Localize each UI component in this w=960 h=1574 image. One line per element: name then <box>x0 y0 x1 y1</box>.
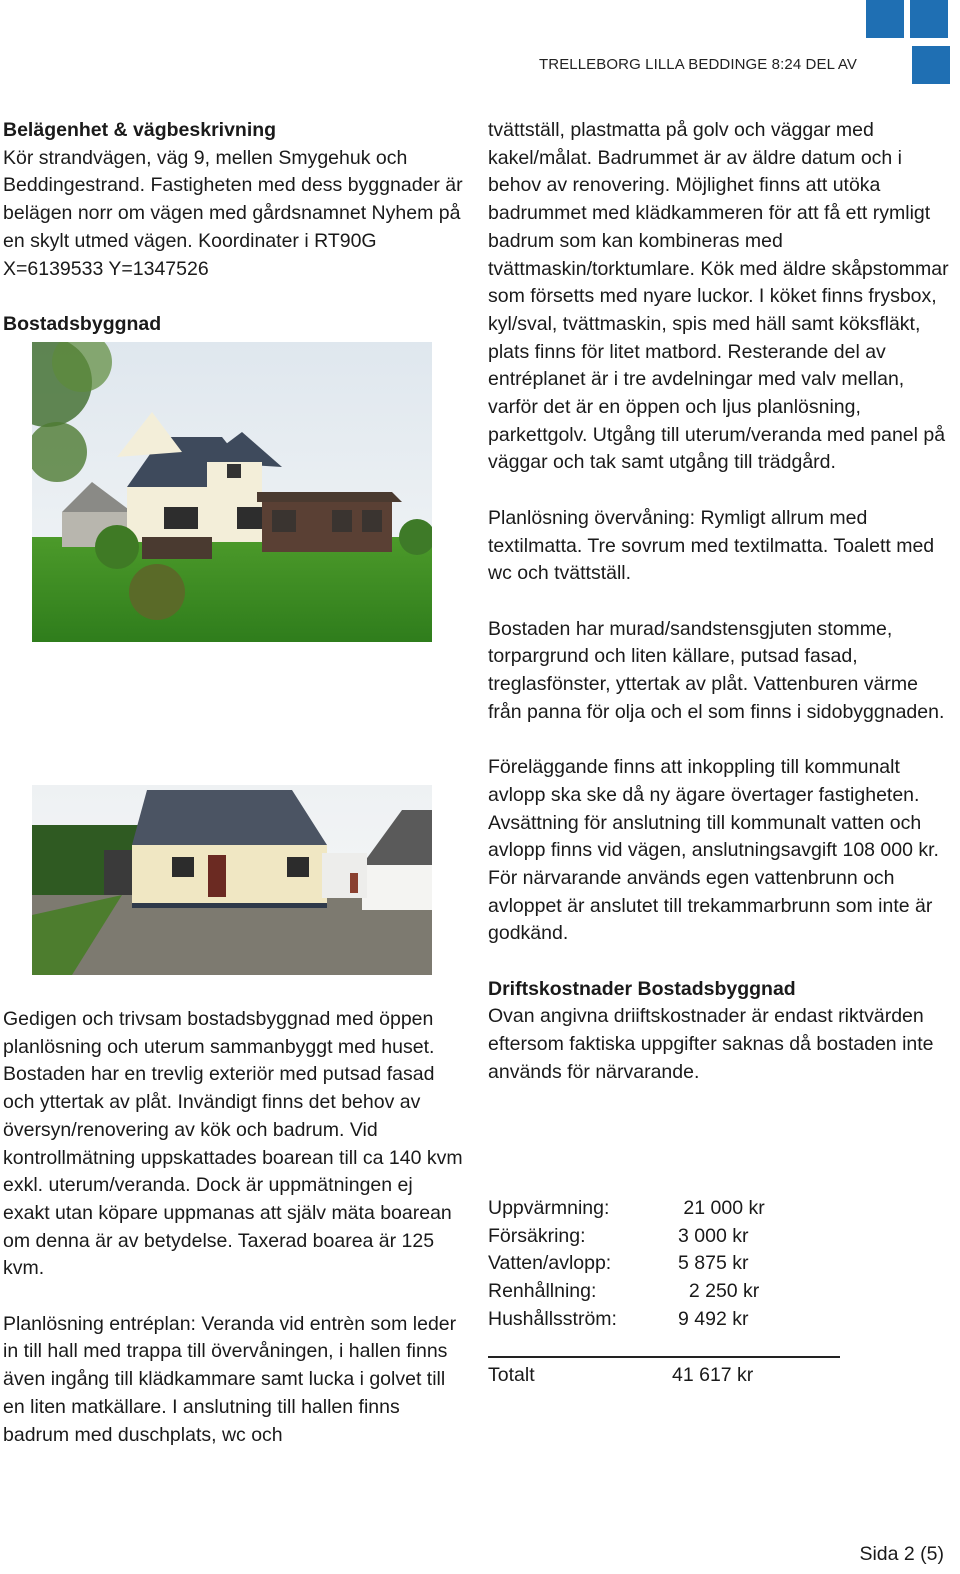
cost-row <box>488 1250 848 1278</box>
costs-intro-paragraph: Ovan angivna driiftskostnader är endast riktvärden eftersom faktiska uppgifter saknas då bostaden inte används för närvarande. <box>488 1005 934 1083</box>
total-divider <box>488 1356 840 1358</box>
cost-value: 3 000 kr <box>678 1224 749 1247</box>
cost-value: 5 875 kr <box>678 1252 749 1275</box>
location-text: Kör strandvägen, väg 9, mellen Smygehuk och Beddingestrand. Fastigheten med dess byggnader är belägen norr om vägen med gårdsnamnet Nyhem på en skylt utmed vägen. Koordinater i RT90G X=6139533 Y=1347526 <box>3 146 463 280</box>
total-value: 41 617 kr <box>672 1364 754 1386</box>
total-row <box>488 1362 848 1390</box>
description-section <box>3 1006 463 1449</box>
right-column <box>488 117 950 1087</box>
cost-value: 21 000 kr <box>678 1197 765 1219</box>
cost-row <box>488 1195 848 1223</box>
logo-squares-icon <box>864 0 952 88</box>
costs-table <box>488 1195 848 1333</box>
cost-row <box>488 1278 848 1306</box>
construction-paragraph: Bostaden har murad/sandstensgjuten stomme, torpargrund och liten källare, putsad fasad, treglasfönster, yttertak av plåt. Vattenburen värme från panna för olja och el som finns i sidobyggnaden. <box>488 617 945 723</box>
page-number: Sida 2 (5) <box>859 1543 944 1565</box>
cost-value: 2 250 kr <box>678 1280 760 1303</box>
location-heading: Belägenhet & vägbeskrivning <box>3 119 277 141</box>
header-title: TRELLEBORG LILLA BEDDINGE 8:24 DEL AV <box>539 56 858 73</box>
cost-row <box>488 1306 848 1334</box>
sewage-paragraph: Föreläggande finns att inkoppling till kommunalt avlopp ska ske då ny ägare övertager fastigheten. Avsättning för anslutning till kommunalt vatten och avlopp finns vid vägen, anslutningsavgift 108 000 kr. För närvarande används egen vattenbrunn och avloppet är anslutet till trekammarbrunn som inte är godkänd. <box>488 756 939 945</box>
cost-label: Renhållning: <box>488 1280 597 1303</box>
description-paragraph: Gedigen och trivsam bostadsbyggnad med öppen planlösning och uterum sammanbyggt med huset. Bostaden har en trevlig exteriör med putsad fasad och yttertak av plåt. Invändigt finns det behov av översyn/renovering av kök och badrum. Vid kontrollmätning uppskattades boarean till ca 140 kvm exkl. uterum/veranda. Dock är uppmätningen ej exakt utan köpare uppmanas att själv mäta boarean om denna är av betydelse. Taxerad boarea är 125 kvm. <box>3 1008 463 1280</box>
costs-heading: Driftskostnader Bostadsbyggnad <box>488 977 796 1000</box>
cost-label: Uppvärmning: <box>488 1197 610 1219</box>
floorplan-paragraph: Planlösning entréplan: Veranda vid entrèn som leder in till hall med trappa till övervåningen, i hallen finns även ingång till klädkammare samt lucka i golvet till en liten matkällare. I anslutning till hallen finns badrum med duschplats, wc och <box>3 1312 457 1446</box>
upstairs-paragraph: Planlösning övervåning: Rymligt allrum med textilmatta. Tre sovrum med textilmatta. Toalett med wc och tvättställ. <box>488 506 935 585</box>
house-front-photo <box>32 342 432 642</box>
cost-label: Försäkring: <box>488 1224 586 1247</box>
continued-paragraph: tvättställ, plastmatta på golv och väggar med kakel/målat. Badrummet är av äldre datum och i behov av renovering. Möjlighet finns att utöka badrummet med klädkammeren för att få ett rymligt badrum som kan kombineras med tvättmaskin/torktumlare. Kök med äldre skåpstommar som försetts med nyare luckor. I köket finns frysbox, kyl/sval, tvättmaskin, spis med häll samt köksfläkt, plats finns för litet matbord. Resterande del av entréplanet är i tre avdelningar med valv mellan, varför det är en öppen och ljus planlösning, parkettgolv. Utgång till uterum/veranda med panel på väggar och tak samt utgång till trädgård. <box>488 119 949 474</box>
cost-label: Vatten/avlopp: <box>488 1252 612 1275</box>
total-label: Totalt <box>488 1364 535 1386</box>
location-section <box>3 117 463 339</box>
cost-value: 9 492 kr <box>678 1307 749 1330</box>
cost-label: Hushållsström: <box>488 1307 617 1330</box>
house-courtyard-photo <box>32 785 432 975</box>
cost-row <box>488 1223 848 1251</box>
building-heading: Bostadsbyggnad <box>3 312 162 335</box>
